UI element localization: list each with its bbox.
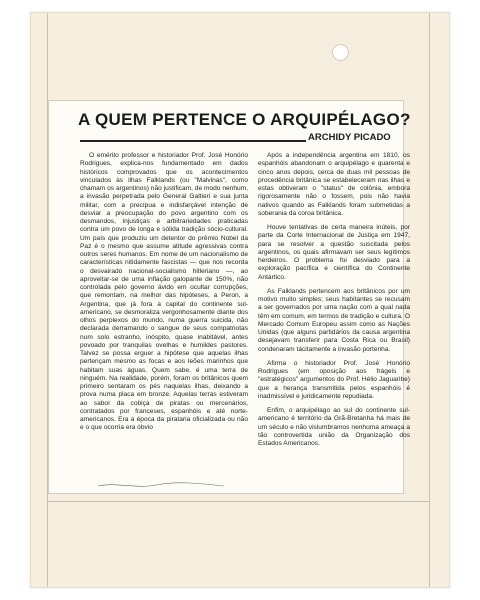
byline-rule: [80, 140, 306, 142]
margin-rule-right: [429, 13, 430, 587]
paragraph: Afirma o historiador Prof. José Honório Rodrigues (em oposição aos frágeis e "estratégicos" argumentos do Prof. Hélio Jaguaribe) que a herança transmitida pelos espanhóis é inadmissível e juridicamente repudiada.: [258, 359, 410, 400]
punch-hole: [332, 44, 349, 61]
paragraph: Após a independência argentina em 1810, os espanhóis abandonam o arquipélago e quarenta e cinco anos depois, cerca de duas mil pessoas de procedência britânica se estabeleceram nas ilhas e estas obtiveram o "status" de colônia, embora rigorosamente não o fossem, pois não havia nativos quando as Falklands foram submetidas a soberania da coroa britânica.: [258, 152, 410, 217]
paragraph: Enfim, o arquipélago ao sul do continente sul-americano é território da Grã-Bretanha há mais de um século e não vislumbramos nenhuma ameaça a tão controvertida união da Organização dos Estados Americanos.: [258, 407, 410, 447]
right-column: [258, 152, 410, 454]
author-byline: ARCHIDY PICADO: [308, 132, 391, 143]
paragraph: Houve tentativas de certa maneira inúteis, por parte da Corte Internacional de Justiça em 1947, para se resolver a questão suscitada pelos argentinos, os quais afirmavam ser seus legítimos herdeiros. O problema foi desviado para a exploração pacífica e científica do Continente Antártico.: [258, 224, 410, 281]
fold-line: [47, 501, 429, 502]
paragraph: As Falklands pertencem aos britânicos por um motivo muito simples; seus habitantes se recusam a ser governados por uma nação com a qual nada têm em comum, em termos de tradição e cultura. O Mercado Comum Europeu assim como as Nações Unidas (que alguns partidários da causa argentina desejavam transferir para Costa Rica ou Brasil) condenaram tácitamente a invasão portenha.: [258, 287, 410, 353]
left-column: [80, 152, 248, 439]
ink-scrawl: [96, 480, 226, 490]
paragraph: O emérito professor e historiador Prof. José Honório Rodrigues, explica-nos fundamentado em dados históricos comprovados que os acontecimentos vinculados às ilhas Falklands (ou "Malvinas", como chamam os argentinos) não justificam, de modo nenhum, a invasão perpetrada pelo General Galtieri e sua junta militar, com a precípua e indisfarçável intenção de desviar a preocupação do povo argentino com os desmandos, injustiças e arbitrariedades praticadas contra um povo de longa e sólida tradição sócio-cultural. Um país que produziu um detentor do prêmio Nobel da Paz é o mesmo que assume atitude agressivas contra outros seres humanos. Em nome de um nacionalismo de características nitidamente fascistas — que nos recorda o desvairado nacional-socialismo hitleriano —, ao aproveitar-se de uma inflação galopante de 150%, não controlada pelo governo ávido em ocultar corrupções, que remontam, na melhor das hipóteses, a Peron, a Argentina, que já fora a capital do continente sul-americano, se desmoraliza vergonhosamente diante dos olhos perplexos do mundo, numa guerra suicida, não declarada derramando o sangue de seus compatriotas num solo estranho, inóspito, quase inabitável, antes povoado por tranquilas ovelhas e humildes pastores. Talvez se possa erguer a hipótese que aquelas ilhas pertençam mesmo as focas e aos leões marinhos que habitam suas águas. Quem sabe, é uma terra de ninguém. Na realidade, porém, foram os britânicos quem primeiro sentaram os pés naquelas ilhas, deixando a prova numa placa em bronze. Aquelas terras estiveram ao sabor da cobiça de piratas ou mercenários, contratados por franceses, espanhóis e até norte-americanos. Era a época da pirataria oficializada ou não e o que ocorria era óbvio: [80, 152, 248, 432]
article-headline: A QUEM PERTENCE O ARQUIPÉLAGO?: [78, 110, 411, 129]
